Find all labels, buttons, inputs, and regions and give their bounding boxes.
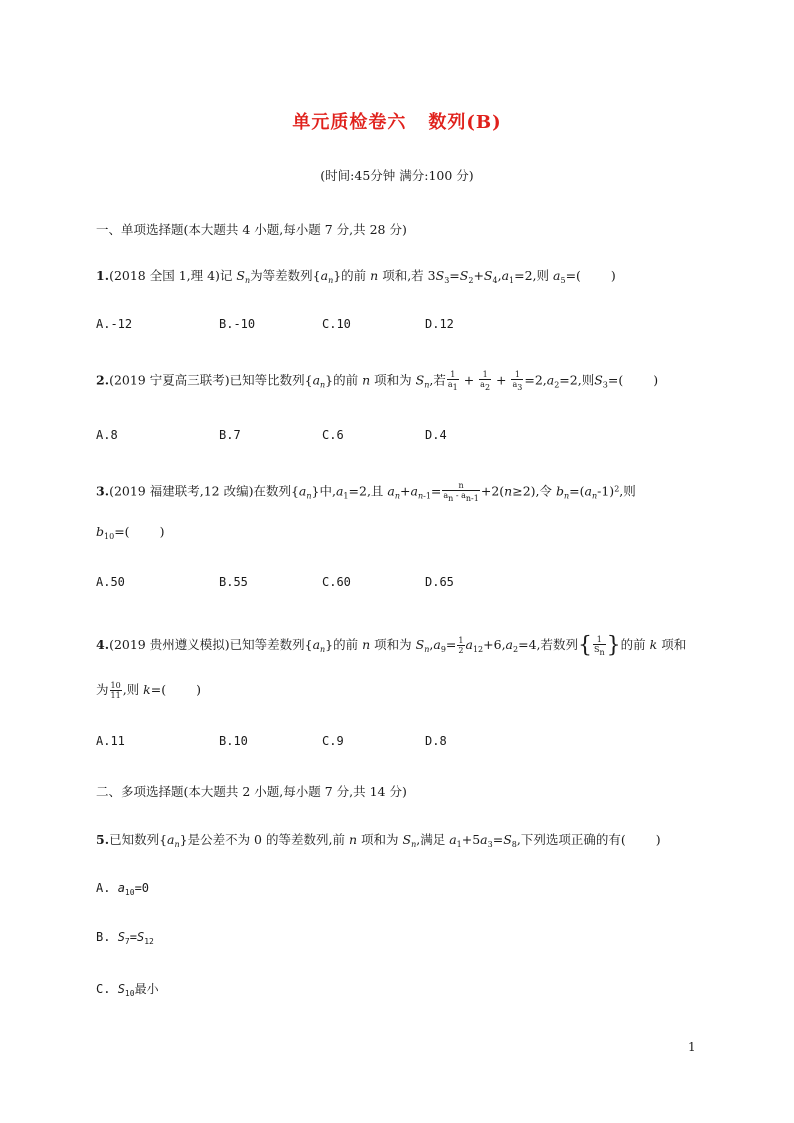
question-3: 3.(2019 福建联考,12 改编)在数列$\{a_n\}$中$,a_1=2$,且 $a_n+a_{n-1}=$ $\frac{n}{a_n - a_{n-1}}$ +2(n≥2),令 $b_n=(a_n-1)^2$,则 [96, 481, 636, 503]
option-c[interactable]: C.10 [322, 317, 351, 331]
title-sub: 数列(B) [428, 112, 502, 133]
question-1: 1.(2018 全国 1,理 4)记 $S_n$为等差数列$\{a_n\}$的前 n 项和,若 $3S_3=S_2+S_4,a_1=2$,则 $a_5=$( ) [96, 268, 616, 285]
option-d[interactable]: D.65 [425, 575, 454, 589]
option-c[interactable]: C. $S_{10}$最小 [96, 982, 159, 998]
page-title [0, 108, 794, 134]
option-c[interactable]: C.6 [322, 428, 344, 442]
option-c[interactable]: C.60 [322, 575, 351, 589]
option-a[interactable]: A.50 [96, 575, 125, 589]
title-main: 单元质检卷六 [292, 112, 407, 133]
question-4-cont: 为 $\frac{10}{11}$ ,则 k=( ) [96, 681, 201, 700]
option-b[interactable]: B.-10 [219, 317, 256, 331]
option-c[interactable]: C.9 [322, 734, 344, 748]
option-d[interactable]: D.4 [425, 428, 447, 442]
question-4: 4.(2019 贵州遵义模拟)已知等差数列$\{a_n\}$的前 n 项和为 $S_n,a_9=$ $\frac{1}{2}$ $a_{12}+6,a_2=4$,若数列{ $\frac{1}{S_n}$ }的前 k 项和 [96, 633, 687, 658]
question-2: 2.(2019 宁夏高三联考)已知等比数列$\{a_n\}$的前 n 项和为 $S_n$,若 $\frac{1}{a_1}$ + $\frac{1}{a_2}$ + $\frac{1}{a_3}$ $=2,a_2=2$,则$S_3=$( ) [96, 370, 659, 392]
option-d[interactable]: D.8 [425, 734, 447, 748]
option-a[interactable]: A.11 [96, 734, 125, 748]
section-heading-multiple-choice: 二、多项选择题(本大题共 2 小题,每小题 7 分,共 14 分) [96, 784, 407, 799]
section-heading-single-choice: 一、单项选择题(本大题共 4 小题,每小题 7 分,共 28 分) [96, 222, 407, 237]
page-number: 1 [688, 1040, 696, 1054]
option-b[interactable]: B.55 [219, 575, 248, 589]
option-b[interactable]: B. $S_7=S_{12}$ [96, 930, 154, 946]
option-a[interactable]: A.-12 [96, 317, 133, 331]
exam-meta: (时间:45分钟 满分:100 分) [320, 168, 474, 183]
question-3-cont: $b_{10}=$( ) [96, 524, 165, 541]
question-5: 5.已知数列$\{a_n\}$是公差不为 0 的等差数列,前 n 项和为 $S_n$,满足 $a_1+5a_3=S_8$,下列选项正确的有( ) [96, 832, 661, 849]
option-d[interactable]: D.12 [425, 317, 454, 331]
option-a[interactable]: A. $a_{10}=0$ [96, 881, 150, 897]
option-a[interactable]: A.8 [96, 428, 118, 442]
option-b[interactable]: B.10 [219, 734, 248, 748]
option-b[interactable]: B.7 [219, 428, 241, 442]
